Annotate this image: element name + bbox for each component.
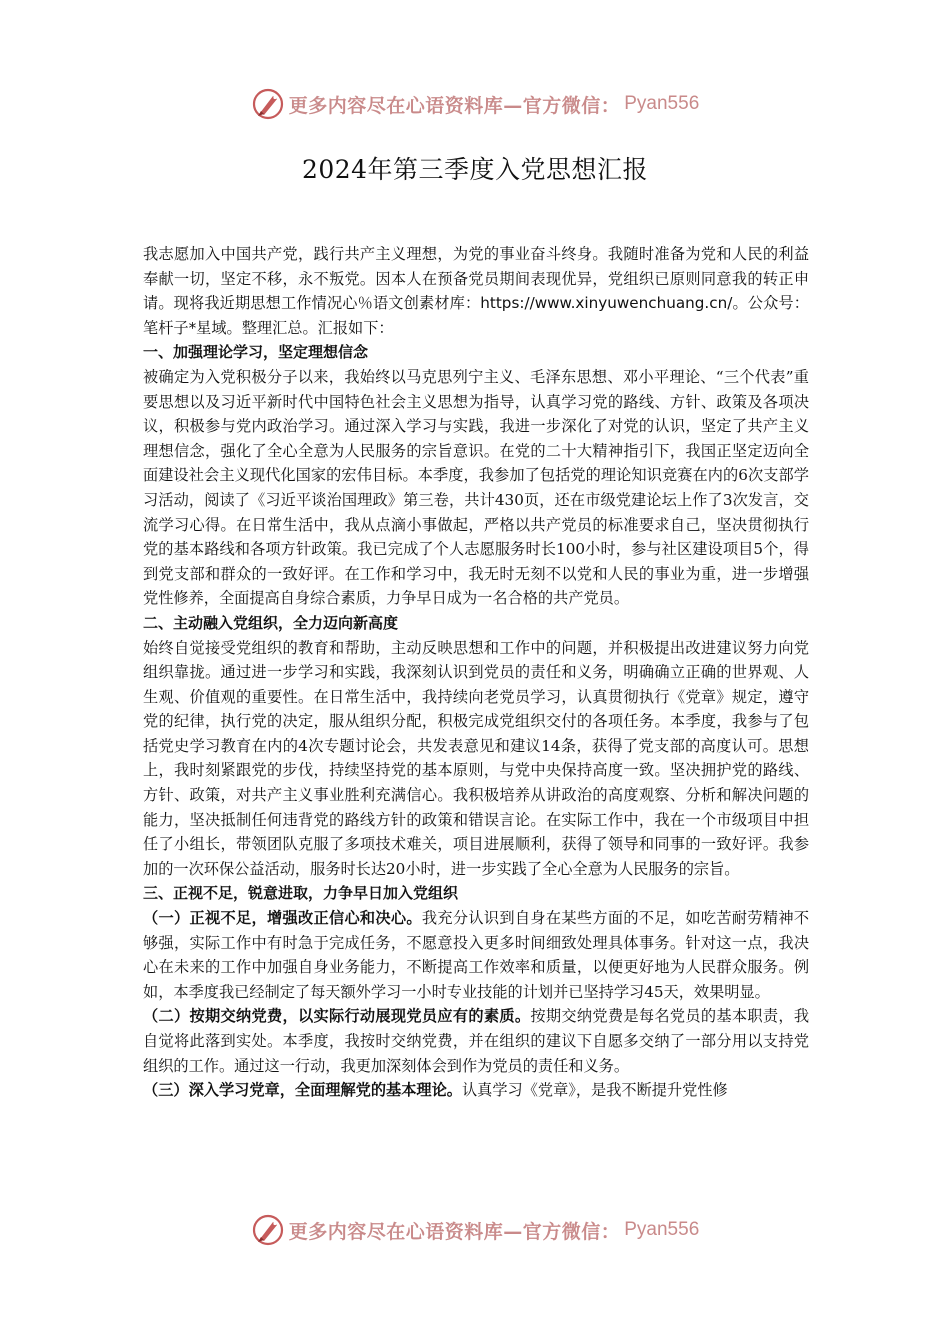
subsection-1 (143, 906, 809, 1004)
footer-banner (0, 1210, 950, 1250)
section-heading-1: 一、加强理论学习，坚定理想信念 (143, 343, 369, 362)
document-body (143, 242, 809, 1103)
banner-wechat-id: Pyan556 (624, 93, 700, 114)
subsection-lead-1: （一）正视不足，增强改正信心和决心。 (143, 909, 422, 928)
subsection-body-2: 按期交纳党费是每名党员的基本职责，我自觉将此落到实处。本季度，我按时交纳党费，并在组织的建议下自愿多交纳了一部分用以支持党组织的工作。通过这一行动，我更加深刻体会到作为党员的责任和义务。 (143, 1007, 810, 1075)
subsection-3 (143, 1078, 809, 1103)
pen-nib-logo-icon (251, 87, 285, 121)
banner-inner (251, 87, 700, 121)
banner-text: 更多内容尽在心语资料库—官方微信： (288, 94, 621, 117)
banner-wechat-id-footer: Pyan556 (624, 1219, 700, 1240)
intro-paragraph: 我志愿加入中国共产党，践行共产主义理想，为党的事业奋斗终身。我随时准备为党和人民的利益奉献一切，坚定不移，永不叛党。因本人在预备党员期间表现优异，党组织已原则同意我的转正申请。现将我近期思想工作情况心％语文创素材库：https://www.xinyuwenchuang.cn/。公众号：笔杆子*星域。整理汇总。汇报如下： (143, 245, 809, 337)
subsection-body-3: 认真学习《党章》，是我不断提升党性修 (461, 1081, 728, 1100)
subsection-lead-2: （二）按期交纳党费，以实际行动展现党员应有的素质。 (143, 1007, 531, 1026)
header-banner (0, 84, 950, 124)
section-body-2: 始终自觉接受党组织的教育和帮助，主动反映思想和工作中的问题，并积极提出改进建议努力向党组织靠拢。通过进一步学习和实践，我深刻认识到党员的责任和义务，明确确立正确的世界观、人生观、价值观的重要性。在日常生活中，我持续向老党员学习，认真贯彻执行《党章》规定，遵守党的纪律，执行党的决定，服从组织分配，积极完成党组织交付的各项任务。本季度，我参与了包括党史学习教育在内的4次专题讨论会，共发表意见和建议14条，获得了党支部的高度认可。思想上，我时刻紧跟党的步伐，持续坚持党的基本原则，与党中央保持高度一致。坚决拥护党的路线、方针、政策，对共产主义事业胜利充满信心。我积极培养从讲政治的高度观察、分析和解决问题的能力，坚决抵制任何违背党的路线方针的政策和错误言论。在实际工作中，我在一个市级项目中担任了小组长，带领团队克服了多项技术难关，项目进展顺利，获得了领导和同事的一致好评。我参加的一次环保公益活动，服务时长达20小时，进一步实践了全心全意为人民服务的宗旨。 (143, 638, 809, 878)
section-heading-3: 三、正视不足，锐意进取，力争早日加入党组织 (143, 884, 459, 903)
pen-nib-logo-icon (251, 1213, 285, 1247)
document-title: 2024年第三季度入党思想汇报 (301, 155, 649, 184)
banner-inner-footer (251, 1213, 700, 1247)
section-heading-2: 二、主动融入党组织，全力迈向新高度 (143, 613, 399, 632)
banner-text-footer: 更多内容尽在心语资料库—官方微信： (288, 1220, 621, 1243)
section-body-1: 被确定为入党积极分子以来，我始终以马克思列宁主义、毛泽东思想、邓小平理论、“三个代表”重要思想以及习近平新时代中国特色社会主义思想为指导，认真学习党的路线、方针、政策及各项决议，积极参与党内政治学习。通过深入学习与实践，我进一步深化了对党的认识，坚定了共产主义理想信念，强化了全心全意为人民服务的宗旨意识。在党的二十大精神指引下，我国正坚定迈向全面建设社会主义现代化国家的宏伟目标。本季度，我参加了包括党的理论知识竞赛在内的6次支部学习活动，阅读了《习近平谈治国理政》第三卷，共计430页，还在市级党建论坛上作了3次发言，交流学习心得。在日常生活中，我从点滴小事做起，严格以共产党员的标准要求自己，坚决贯彻执行党的基本路线和各项方针政策。我已完成了个人志愿服务时长100小时，参与社区建设项目5个，得到党支部和群众的一致好评。在工作和学习中，我无时无刻不以党和人民的事业为重，进一步增强党性修养，全面提高自身综合素质，力争早日成为一名合格的共产党员。 (143, 367, 809, 608)
subsection-2 (143, 1004, 809, 1078)
subsection-lead-3: （三）深入学习党章，全面理解党的基本理论。 (143, 1081, 462, 1100)
subsection-body-1: 我充分认识到自身在某些方面的不足，如吃苦耐劳精神不够强，实际工作中有时急于完成任务，不愿意投入更多时间细致处理具体事务。针对这一点，我决心在未来的工作中加强自身业务能力，不断提高工作效率和质量，以便更好地为人民群众服务。例如，本季度我已经制定了每天额外学习一小时专业技能的计划并已坚持学习45天，效果明显。 (143, 909, 810, 1001)
